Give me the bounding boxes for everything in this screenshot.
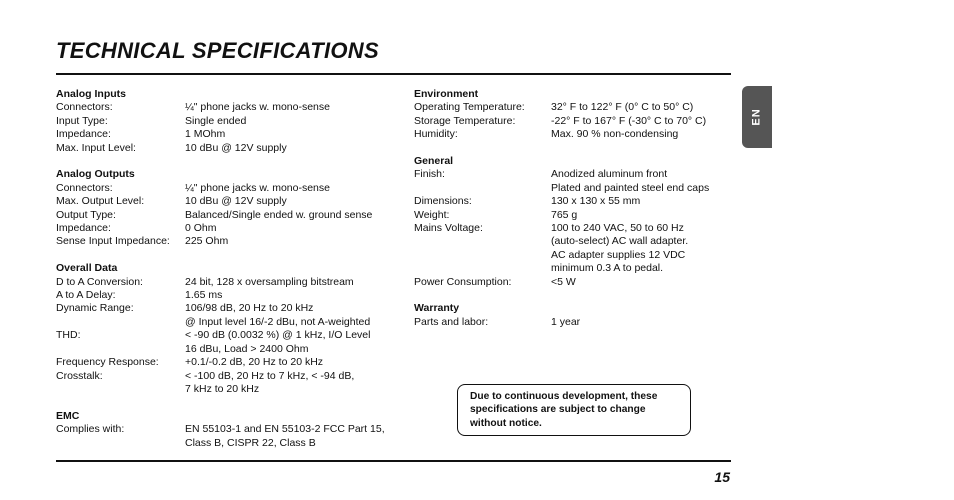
spec-value [551,115,734,128]
spec-value-line: 100 to 240 VAC, 50 to 60 Hz [551,222,684,235]
spec-value-line: AC adapter supplies 12 VDC [551,248,686,261]
spec-value [185,356,408,369]
spec-value [185,302,408,329]
spec-section [414,88,734,142]
spec-value-line: < -90 dB (0.0032 %) @ 1 kHz, I/O Level [185,329,371,342]
spec-label: Sense Input Impedance: [56,235,170,248]
spec-label: Dynamic Range: [56,302,134,315]
spec-value [185,329,408,356]
spec-row [56,182,408,195]
spec-label: Power Consumption: [414,275,512,288]
spec-row [414,276,734,289]
spec-value [185,423,408,450]
spec-value-line: EN 55103-1 and EN 55103-2 FCC Part 15, [185,423,385,436]
spec-label: Mains Voltage: [414,222,483,235]
language-tab-label: EN [751,108,763,126]
spec-label: Finish: [414,168,445,181]
spec-value-line: @ Input level 16/-2 dBu, not A-weighted [185,315,371,328]
spec-label: Input Type: [56,114,108,127]
spec-value-line: 225 Ohm [185,235,229,248]
spec-value [185,235,408,248]
spec-row [56,423,408,450]
spec-label: Impedance: [56,128,111,141]
spec-section [414,155,734,289]
spec-value-line: Class B, CISPR 22, Class B [185,436,316,449]
page-title: TECHNICAL SPECIFICATIONS [56,38,379,63]
section-title: Analog Inputs [56,88,126,100]
spec-value [185,209,408,222]
spec-label: Operating Temperature: [414,101,525,114]
spec-value-line: (auto-select) AC wall adapter. [551,235,689,248]
spec-value [185,370,408,397]
spec-value-line: minimum 0.3 A to pedal. [551,262,664,275]
section-title: EMC [56,409,80,422]
spec-row [56,142,408,155]
spec-row [414,195,734,208]
spec-value [551,168,734,195]
spec-label: Output Type: [56,208,116,221]
spec-value-line: 1 year [551,315,581,328]
spec-row [56,276,408,289]
spec-value [551,222,734,276]
spec-value [185,289,408,302]
spec-value-line: ¼" phone jacks w. mono-sense [185,101,330,114]
spec-value-line: 10 dBu @ 12V supply [185,141,287,154]
spec-label: Frequency Response: [56,356,159,369]
spec-row [414,101,734,114]
right-spec-column [414,88,734,343]
spec-value-line: < -100 dB, 20 Hz to 7 kHz, < -94 dB, [185,369,355,382]
spec-value-line: ¼" phone jacks w. mono-sense [185,181,330,194]
spec-label: Weight: [414,208,450,221]
spec-value-line: <5 W [551,275,576,288]
spec-row [56,370,408,397]
notice-box: Due to continuous development, these specifications are subject to change without notice. [457,384,691,436]
spec-label: Parts and labor: [414,315,489,328]
spec-row [414,222,734,276]
spec-label: Max. Input Level: [56,141,136,154]
section-title: Environment [414,88,479,100]
section-title: Overall Data [56,262,118,275]
spec-label: Humidity: [414,128,458,141]
spec-value-line: Single ended [185,114,247,127]
spec-value [185,101,408,114]
spec-value [551,128,734,141]
spec-label: A to A Delay: [56,289,116,302]
section-title: Warranty [414,302,460,315]
spec-label: Impedance: [56,222,111,235]
spec-value [185,195,408,208]
spec-value-line: 24 bit, 128 x oversampling bitstream [185,275,354,288]
spec-value-line: 1.65 ms [185,289,223,302]
header-rule [56,73,731,75]
spec-value [551,209,734,222]
spec-section [56,262,408,396]
spec-value-line: Plated and painted steel end caps [551,181,710,194]
spec-value [551,316,734,329]
spec-row [56,302,408,329]
spec-label: Connectors: [56,101,113,114]
spec-value [551,101,734,114]
spec-value-line: Max. 90 % non-condensing [551,128,679,141]
section-title: Analog Outputs [56,168,135,181]
spec-row [56,128,408,141]
spec-label: Dimensions: [414,195,472,208]
spec-value-line: 16 dBu, Load > 2400 Ohm [185,342,309,355]
spec-value [185,182,408,195]
spec-label: Max. Output Level: [56,195,145,208]
left-spec-column [56,88,408,463]
spec-row [414,115,734,128]
spec-row [56,356,408,369]
spec-row [56,289,408,302]
spec-value-line: 1 MOhm [185,128,226,141]
spec-value-line: -22° F to 167° F (-30° C to 70° C) [551,114,707,127]
spec-label: THD: [56,329,81,342]
spec-label: Crosstalk: [56,369,103,382]
spec-row [56,235,408,248]
spec-value [185,115,408,128]
spec-row [56,115,408,128]
spec-value [185,142,408,155]
spec-value-line: 130 x 130 x 55 mm [551,195,641,208]
spec-value-line: Anodized aluminum front [551,168,668,181]
spec-value [185,128,408,141]
spec-section [56,410,408,450]
spec-row [56,209,408,222]
spec-value [551,276,734,289]
spec-value-line: Balanced/Single ended w. ground sense [185,208,373,221]
spec-section [414,302,734,329]
spec-label: Connectors: [56,181,113,194]
spec-value-line: +0.1/-0.2 dB, 20 Hz to 20 kHz [185,356,324,369]
spec-section [56,88,408,155]
language-tab [742,86,772,148]
spec-row [414,209,734,222]
spec-row [414,128,734,141]
spec-value [185,276,408,289]
spec-row [414,168,734,195]
spec-value [551,195,734,208]
spec-label: Complies with: [56,423,125,436]
spec-value-line: 10 dBu @ 12V supply [185,195,287,208]
spec-value [185,222,408,235]
spec-value-line: 106/98 dB, 20 Hz to 20 kHz [185,302,314,315]
spec-label: Storage Temperature: [414,114,516,127]
spec-value-line: 765 g [551,208,578,221]
spec-section [56,168,408,248]
page-number: 15 [714,469,730,485]
footer-rule [56,460,731,462]
spec-row [56,101,408,114]
spec-value-line: 32° F to 122° F (0° C to 50° C) [551,101,694,114]
spec-row [56,195,408,208]
spec-row [414,316,734,329]
spec-value-line: 7 kHz to 20 kHz [185,382,260,395]
spec-row [56,222,408,235]
spec-label: D to A Conversion: [56,275,143,288]
spec-row [56,329,408,356]
spec-value-line: 0 Ohm [185,222,217,235]
section-title: General [414,155,454,168]
